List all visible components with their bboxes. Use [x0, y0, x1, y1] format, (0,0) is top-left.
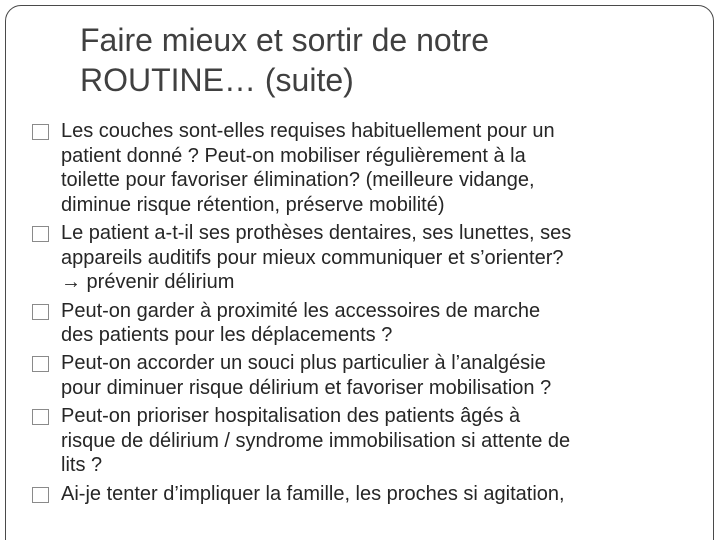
bullet-line: pour diminuer risque délirium et favoriser mobilisation ?: [61, 377, 552, 399]
slide-title: [80, 20, 680, 100]
bullet-line: lits ?: [61, 454, 103, 477]
checkbox-square-icon: [32, 487, 49, 503]
bullet-line: diminue risque rétention, préserve mobilité): [61, 193, 445, 216]
bullet-item: [31, 482, 706, 507]
bullet-line: risque de délirium / syndrome immobilisation si attente de: [61, 429, 571, 452]
bullet-line: Le patient a-t-il ses prothèses dentaires, ses lunettes, ses: [61, 222, 572, 245]
bullet-line: Les couches sont-elles requises habituellement pour un: [61, 120, 555, 142]
bullet-line: appareils auditifs pour mieux communiquer et s’orienter?: [61, 246, 564, 269]
checkbox-square-icon: [32, 124, 49, 140]
bullet-line: toilette pour favoriser élimination? (meilleure vidange,: [61, 169, 535, 192]
checkbox-square-icon: [32, 409, 49, 425]
bullet-list: [31, 119, 706, 510]
bullet-line: → prévenir délirium: [61, 271, 235, 294]
title-line-1: Faire mieux et sortir de notre: [80, 22, 490, 58]
bullet-item: [31, 404, 706, 478]
bullet-item: [31, 299, 706, 348]
bullet-item: [31, 221, 706, 295]
bullet-line: Ai-je tenter d’impliquer la famille, les proches si agitation,: [61, 482, 565, 505]
bullet-item: [31, 351, 706, 400]
checkbox-square-icon: [32, 304, 49, 320]
bullet-line: patient donné ? Peut-on mobiliser régulièrement à la: [61, 144, 526, 167]
bullet-line: des patients pour les déplacements ?: [61, 324, 393, 347]
bullet-line: Peut-on garder à proximité les accessoires de marche: [61, 299, 541, 322]
title-line-2: ROUTINE… (suite): [80, 62, 354, 98]
bullet-line: Peut-on accorder un souci plus particulier à l’analgésie: [61, 352, 546, 375]
bullet-line: Peut-on prioriser hospitalisation des patients âgés à: [61, 405, 521, 428]
checkbox-square-icon: [32, 356, 49, 372]
bullet-item: [31, 119, 706, 217]
checkbox-square-icon: [32, 226, 49, 242]
